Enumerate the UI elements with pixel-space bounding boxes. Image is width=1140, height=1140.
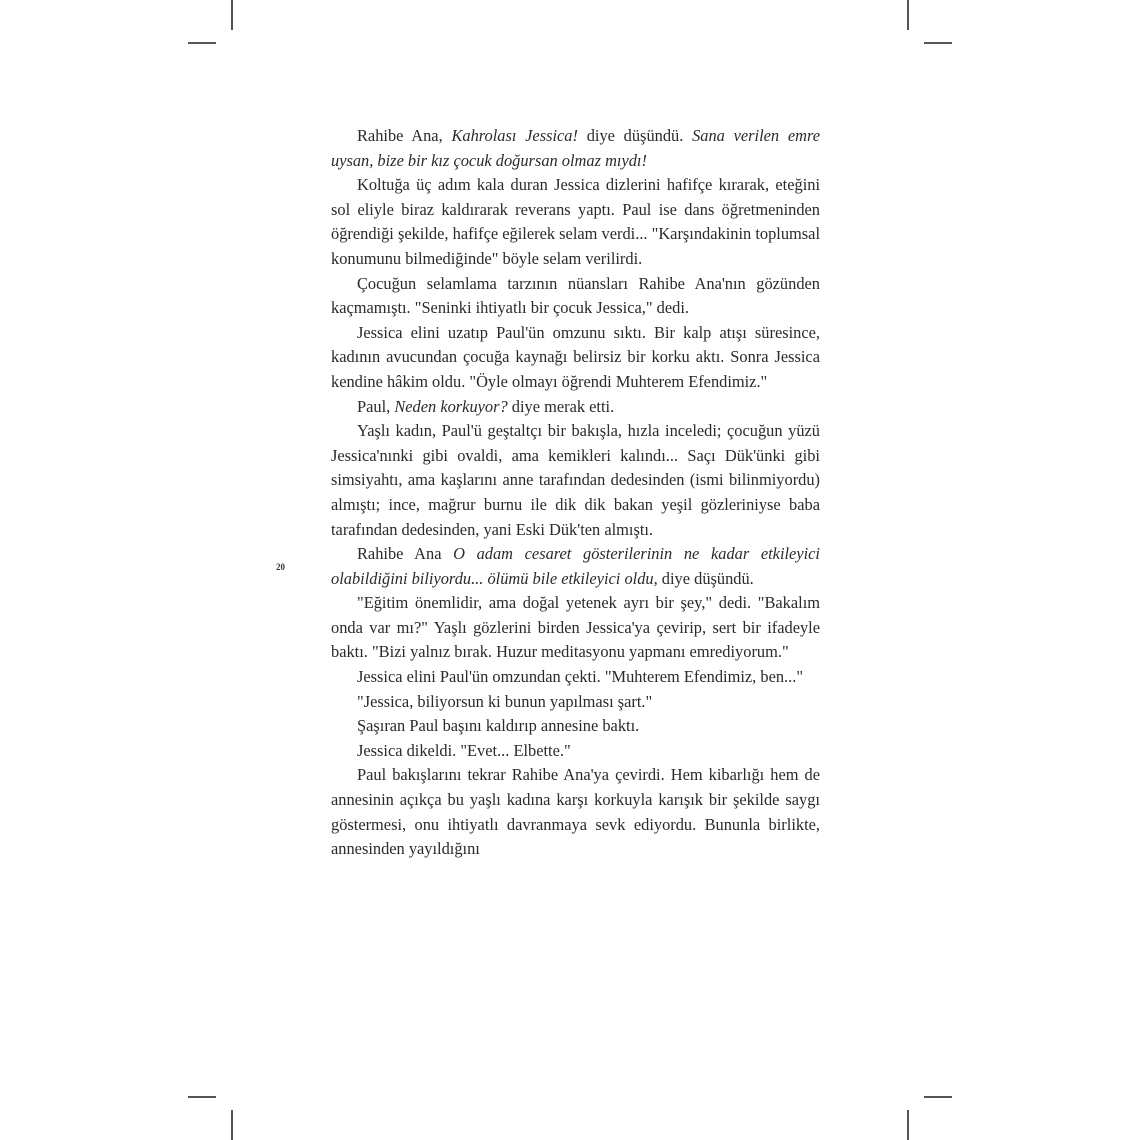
crop-mark-top-right-vertical [907,0,909,30]
paragraph [331,665,820,690]
paragraph-text: "Eğitim önemlidir, ama doğal yetenek ayrı bir şey," dedi. "Bakalım onda var mı?" Yaşlı gözlerini birden Jessica'ya çevirip, sert bir ifadeyle baktı. "Bizi yalnız bırak. Huzur meditasyonu yapmanı emrediyorum." [331,593,820,662]
crop-mark-bottom-right-vertical [907,1110,909,1140]
paragraph-text: Rahibe Ana, [357,126,452,145]
crop-mark-bottom-left-horizontal [188,1096,216,1098]
paragraph-text: Şaşıran Paul başını kaldırıp annesine baktı. [357,716,640,736]
paragraph-text: Paul bakışlarını tekrar Rahibe Ana'ya çevirdi. Hem kibarlığı hem de annesinin açıkça bu yaşlı kadına karşı korkuyla karışık bir şekilde saygı göstermesi, onu ihtiyatlı davranmaya sevk ediyordu. Bununla birlikte, annesinden yayıldığını [331,765,820,859]
italic-thought-text: Sana verilen emre uysan, bize bir kız çocuk doğursan olmaz mıydı! [331,126,821,170]
paragraph-text: Yaşlı kadın, Paul'ü geştaltçı bir bakışla, hızla inceledi; çocuğun yüzü Jessica'nınki gibi ovaldi, ama kemikleri kalındı... Saçı Dük'ünki gibi simsiyahtı, ama kaşlarını anne tarafından dedesinden (ismi bilinmiyordu) almıştı; ince, mağrur burnu ile dik dik bakan yeşil gözleriniyse baba tarafından dedesinden, yani Eski Dük'ten almıştı. [331,421,820,539]
paragraph [331,419,820,542]
crop-mark-top-left-horizontal [188,42,216,44]
paragraph [331,272,820,321]
paragraph [331,173,820,271]
paragraph-text: Koltuğa üç adım kala duran Jessica dizlerini hafifçe kırarak, eteğini sol eliyle biraz kaldırarak reverans yaptı. Paul ise dans öğretmeninden öğrendiği şekilde, hafifçe eğilerek selam verdi... "Karşındakinin toplumsal konumunu bilmediğinde" böyle selam verilirdi. [331,175,820,268]
italic-thought-text: Neden korkuyor? [394,396,508,416]
paragraph [331,714,820,739]
paragraph-text: Jessica dikeldi. "Evet... Elbette." [357,740,571,760]
paragraph-text: diye merak etti. [507,396,615,416]
body-text [331,124,820,862]
page-number: 20 [276,562,285,572]
paragraph [331,124,820,173]
paragraph [331,321,820,395]
crop-mark-bottom-left-vertical [231,1110,233,1140]
paragraph [331,763,820,861]
paragraph [331,690,820,715]
crop-mark-bottom-right-horizontal [924,1096,952,1098]
crop-mark-top-right-horizontal [924,42,952,44]
paragraph-text: diye düşündü. [577,126,693,145]
crop-mark-top-left-vertical [231,0,233,30]
paragraph-text: Rahibe Ana [357,544,454,564]
paragraph-text: Jessica elini Paul'ün omzundan çekti. "Muhterem Efendimiz, ben..." [357,667,804,687]
italic-thought-text: O adam cesaret gösterilerinin ne kadar etkileyici olabildiğini biliyordu... ölümü bile etkileyici oldu, [331,544,820,588]
paragraph-text: Paul, [357,396,395,416]
paragraph-text: "Jessica, biliyorsun ki bunun yapılması şart." [357,691,653,711]
paragraph-text: Jessica elini uzatıp Paul'ün omzunu sıktı. Bir kalp atışı süresince, kadının avucundan çocuğa kaynağı belirsiz bir korku aktı. Sonra Jessica kendine hâkim oldu. "Öyle olmayı öğrendi Muhterem Efendimiz." [331,322,820,391]
paragraph-text: Çocuğun selamlama tarzının nüansları Rahibe Ana'nın gözünden kaçmamıştı. "Seninki ihtiyatlı bir çocuk Jessica," dedi. [331,273,820,318]
paragraph [331,395,820,420]
paragraph-text: diye düşündü. [657,568,754,588]
italic-thought-text: Kahrolası Jessica! [451,126,578,145]
paragraph [331,542,820,591]
paragraph [331,739,820,764]
paragraph [331,591,820,665]
